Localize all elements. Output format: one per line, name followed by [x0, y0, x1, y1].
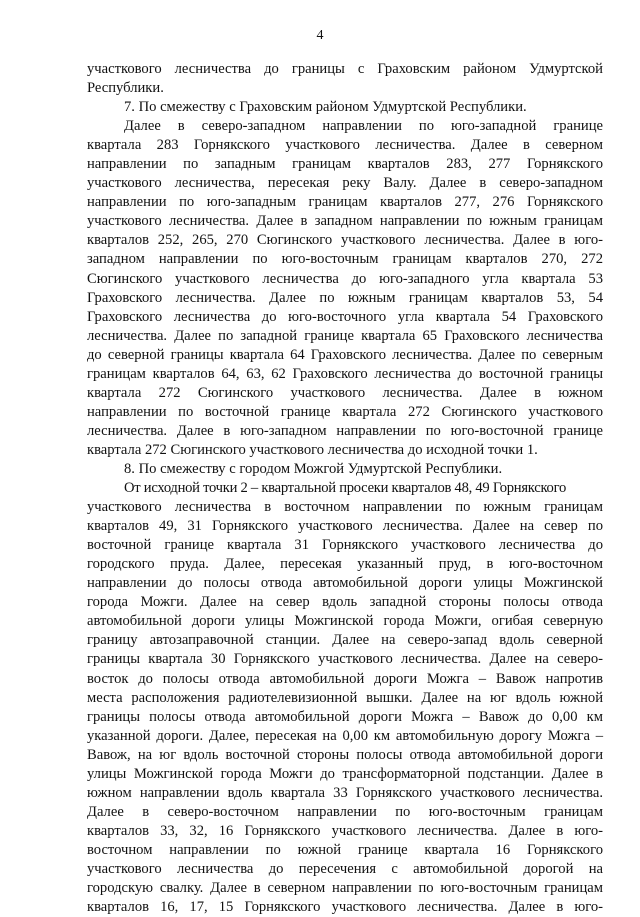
- text-line: автомобильной дороги улицы Можгинской города Можги, огибая северную: [87, 613, 603, 630]
- text-line: квартала 272 Сюгинского участкового лесничества до исходной точки 1.: [87, 441, 538, 458]
- section-heading-8: 8. По смежеству с городом Можгой Удмуртской Республики.: [124, 460, 503, 477]
- text-line: Граховского лесничества до юго-восточного угла квартала 54 Граховского: [87, 308, 603, 325]
- text-line: города Можги. Далее на север вдоль западной стороны полосы отвода: [87, 594, 603, 611]
- paragraph-section-7: [87, 117, 603, 460]
- text-line: указанной дороги. Далее, пересекая на 0,00 км автомобильную дорогу Можга –: [87, 727, 603, 744]
- text-line: направлении по западным границам кварталов 283, 277 Горнякского: [87, 156, 603, 173]
- paragraph-continuation: [87, 60, 603, 98]
- text-line: западном направлении по юго-восточным границам кварталов 270, 272: [87, 251, 603, 268]
- text-line: места расположения радиотелевизионной вышки. Далее на юг вдоль южной: [87, 689, 603, 706]
- text-line: квартала 272 Сюгинского участкового лесничества. Далее в южном: [87, 384, 603, 401]
- text-line: участкового лесничества до границы с Граховским районом Удмуртской: [87, 61, 603, 77]
- text-line: кварталов 16, 17, 15 Горнякского участкового лесничества. Далее в юго-: [87, 899, 603, 916]
- text-line: участкового лесничества, пересекая реку Валу. Далее в северо-западном: [87, 175, 603, 192]
- text-line: направлении по юго-западным границам кварталов 277, 276 Горнякского: [87, 194, 603, 211]
- text-line: От исходной точки 2 – квартальной просеки кварталов 48, 49 Горнякского: [124, 480, 566, 497]
- text-line: Сюгинского участкового лесничества до юго-западного угла квартала 53: [87, 270, 603, 287]
- text-line: кварталов 33, 32, 16 Горнякского участкового лесничества. Далее в юго-: [87, 822, 603, 839]
- text-line: участкового лесничества до пересечения с автомобильной дорогой на: [87, 860, 603, 877]
- text-line: городскую свалку. Далее в северном направлении по юго-восточным границам: [87, 880, 603, 897]
- text-line: границам кварталов 64, 63, 62 Граховского лесничества до восточной границы: [87, 365, 603, 382]
- text-line: восточном направлении по южной границе квартала 16 Горнякского: [87, 841, 603, 858]
- text-line: Далее в северо-восточном направлении по юго-восточным границам: [87, 803, 603, 820]
- page-number: 4: [316, 28, 324, 43]
- text-line: восточной границе квартала 31 Горнякского участкового лесничества до: [87, 537, 603, 554]
- text-line: границы полосы отвода автомобильной дороги Можга – Вавож до 0,00 км: [87, 708, 603, 725]
- text-line: направлении по восточной границе квартала 272 Сюгинского участкового: [87, 403, 603, 420]
- text-line: направлении до полосы отвода автомобильной дороги улицы Можгинской: [87, 575, 603, 592]
- text-line: улицы Можгинской города Можги до трансформаторной подстанции. Далее в: [87, 765, 603, 782]
- text-line: Вавож, на юг вдоль восточной стороны полосы отвода автомобильной дороги: [87, 746, 603, 763]
- text-line: лесничества. Далее в юго-западном направлении по юго-восточной границе: [87, 422, 603, 439]
- text-line: восток до полосы отвода автомобильной дороги Можга – Вавож напротив: [87, 670, 603, 687]
- text-line: Республики.: [87, 80, 164, 97]
- text-line: кварталов 49, 31 Горнякского участкового лесничества. Далее на север по: [87, 518, 603, 535]
- document-body: [87, 60, 603, 917]
- text-line: Далее в северо-западном направлении по юго-западной границе: [124, 118, 603, 135]
- text-line: участкового лесничества в восточном направлении по южным границам: [87, 499, 603, 516]
- text-line: границы квартала 30 Горнякского участкового лесничества. Далее на северо-: [87, 651, 603, 668]
- text-line: городского пруда. Далее, пересекая указанный пруд, в юго-восточном: [87, 556, 603, 573]
- text-line: участкового лесничества. Далее в западном направлении по южным границам: [87, 213, 603, 230]
- text-line: квартала 283 Горнякского участкового лесничества. Далее в северном: [87, 137, 603, 154]
- text-line: Граховского лесничества. Далее по южным границам кварталов 53, 54: [87, 289, 603, 306]
- text-line: до северной границы квартала 64 Граховского лесничества. Далее по северным: [87, 346, 603, 363]
- section-heading-7: 7. По смежеству с Граховским районом Удмуртской Республики.: [124, 99, 527, 116]
- paragraph-section-8: [87, 479, 603, 917]
- text-line: лесничества. Далее по западной границе квартала 65 Граховского лесничества: [87, 327, 603, 344]
- text-line: южном направлении вдоль квартала 33 Горнякского участкового лесничества.: [87, 784, 603, 801]
- text-line: кварталов 252, 265, 270 Сюгинского участкового лесничества. Далее в юго-: [87, 232, 603, 249]
- text-line: границу автозаправочной станции. Далее на северо-запад вдоль северной: [87, 632, 603, 649]
